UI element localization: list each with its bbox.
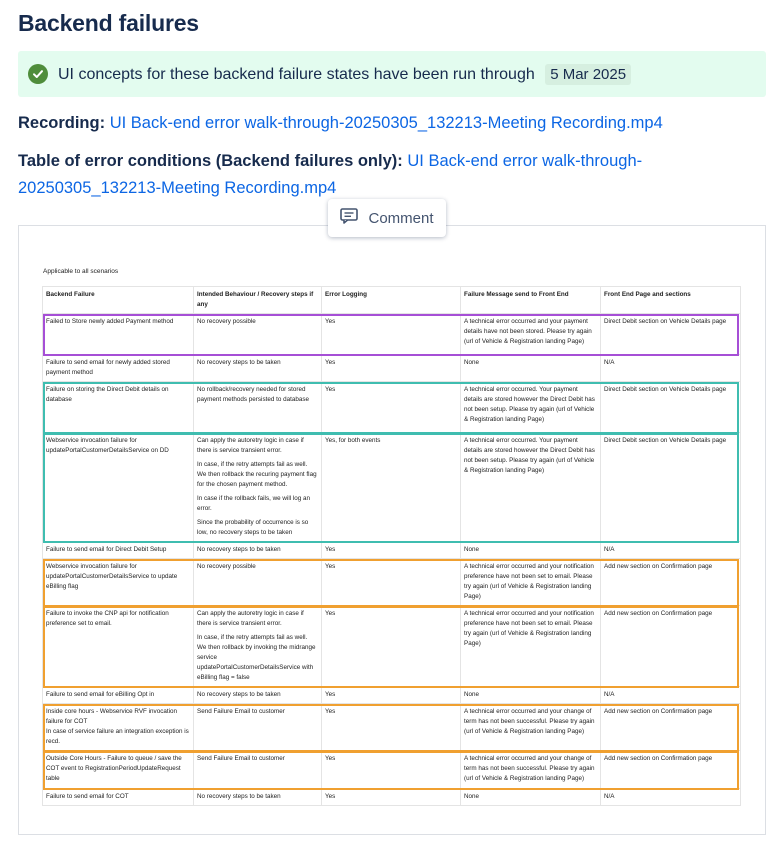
table-row <box>43 687 741 704</box>
cell-failure: Failure to invoke the CNP api for notification preference set to email. <box>43 606 194 687</box>
header-intended-behaviour: Intended Behaviour / Recovery steps if any <box>194 287 322 314</box>
cell-behaviour-text: Send Failure Email to customer <box>197 708 285 715</box>
cell-page: Direct Debit section on Vehicle Details page <box>601 314 741 355</box>
cell-behaviour <box>194 314 322 355</box>
cell-failure: Failed to Store newly added Payment method <box>43 314 194 355</box>
cell-page: Add new section on Confirmation page <box>601 704 741 751</box>
cell-failure: Failure to send email for newly added stored payment method <box>43 355 194 382</box>
cell-page: N/A <box>601 542 741 559</box>
cell-behaviour-text: In case, if the retry attempts fail as well. We then rollback the recuring payment flag for the chosen payment method. <box>197 461 317 488</box>
cell-behaviour <box>194 789 322 806</box>
cell-behaviour-text: In case, if the retry attempts fail as well. We then rollback by invoking the midrange service updatePortalCustomerDetailsService with eBilling flag = false <box>197 634 316 681</box>
cell-page: Direct Debit section on Vehicle Details page <box>601 382 741 433</box>
header-front-end-page: Front End Page and sections <box>601 287 741 314</box>
cell-failure: Inside core hours - Webservice RVF invocation failure for COT In case of service failure an integration exception is recd. <box>43 704 194 751</box>
embedded-table-image[interactable] <box>18 225 766 835</box>
cell-failure: Webservice invocation failure for updatePortalCustomerDetailsService to update eBilling flag <box>43 559 194 606</box>
panel-message: UI concepts for these backend failure states have been run through <box>58 65 535 83</box>
cell-page: Add new section on Confirmation page <box>601 559 741 606</box>
cell-logging: Yes <box>322 704 461 751</box>
cell-behaviour-text: No recovery steps to be taken <box>197 546 281 553</box>
cell-failure: Webservice invocation failure for updatePortalCustomerDetailsService on DD <box>43 433 194 542</box>
cell-logging: Yes <box>322 606 461 687</box>
cell-logging: Yes <box>322 687 461 704</box>
header-backend-failure: Backend Failure <box>43 287 194 314</box>
cell-message: None <box>461 687 601 704</box>
table-line <box>18 148 758 202</box>
cell-message: A technical error occurred and your notification preference have not been set to email. Please try again (url of Vehicle & Registration landing Page) <box>461 606 601 687</box>
date-lozenge: 5 Mar 2025 <box>545 64 631 85</box>
cell-behaviour <box>194 433 322 542</box>
cell-behaviour-text: No recovery steps to be taken <box>197 691 281 698</box>
image-caption: Applicable to all scenarios <box>43 268 119 275</box>
table-header-row <box>43 287 741 314</box>
cell-behaviour <box>194 542 322 559</box>
cell-message: None <box>461 789 601 806</box>
panel-text <box>58 64 631 85</box>
cell-behaviour-text: No recovery possible <box>197 318 256 325</box>
cell-behaviour <box>194 355 322 382</box>
table-row <box>43 314 741 355</box>
cell-behaviour <box>194 687 322 704</box>
cell-page: N/A <box>601 789 741 806</box>
table-row <box>43 751 741 789</box>
table-row <box>43 433 741 542</box>
check-circle-icon <box>28 64 48 84</box>
cell-logging: Yes, for both events <box>322 433 461 542</box>
cell-behaviour-text: Can apply the autoretry logic in case if there is service transient error. <box>197 610 304 627</box>
comment-icon <box>340 208 358 228</box>
cell-logging: Yes <box>322 314 461 355</box>
cell-behaviour <box>194 606 322 687</box>
cell-page: Direct Debit section on Vehicle Details page <box>601 433 741 542</box>
page-title: Backend failures <box>18 10 199 36</box>
cell-behaviour-text: Send Failure Email to customer <box>197 755 285 762</box>
cell-message: None <box>461 355 601 382</box>
cell-behaviour <box>194 559 322 606</box>
cell-behaviour <box>194 751 322 789</box>
cell-message: A technical error occurred and your change of term has not been successful. Please try again (url of Vehicle & Registration landing Page) <box>461 704 601 751</box>
recording-link[interactable]: UI Back-end error walk-through-20250305_132213-Meeting Recording.mp4 <box>109 114 663 132</box>
cell-behaviour-text: Can apply the autoretry logic in case if there is service transient error. <box>197 437 304 454</box>
cell-message: A technical error occurred and your change of term has not been successful. Please try again (url of Vehicle & Registration landing Page) <box>461 751 601 789</box>
cell-message: A technical error occurred. Your payment details are stored however the Direct Debit has not been setup. Please try again (url of Vehicle & Registration landing Page) <box>461 433 601 542</box>
header-error-logging: Error Logging <box>322 287 461 314</box>
cell-logging: Yes <box>322 382 461 433</box>
comment-label: Comment <box>368 209 434 227</box>
table-row <box>43 704 741 751</box>
cell-behaviour <box>194 704 322 751</box>
cell-message: None <box>461 542 601 559</box>
cell-logging: Yes <box>322 542 461 559</box>
cell-page: N/A <box>601 355 741 382</box>
table-row <box>43 382 741 433</box>
table-label: Table of error conditions (Backend failures only): <box>18 152 403 170</box>
cell-page: Add new section on Confirmation page <box>601 751 741 789</box>
cell-behaviour-text: In case if the rollback fails, we will log an error. <box>197 495 311 512</box>
cell-failure: Failure to send email for eBilling Opt in <box>43 687 194 704</box>
cell-behaviour-text: No rollback/recovery needed for stored payment methods persisted to database <box>197 386 310 403</box>
error-conditions-table <box>42 286 741 806</box>
cell-message: A technical error occurred and your payment details have not been stored. Please try again (url of Vehicle & Registration landing Page) <box>461 314 601 355</box>
recording-line <box>18 110 663 137</box>
cell-logging: Yes <box>322 789 461 806</box>
table-row <box>43 606 741 687</box>
cell-failure: Outside Core Hours - Failure to queue / save the COT event to RegistrationPeriodUpdateRequest table <box>43 751 194 789</box>
cell-logging: Yes <box>322 751 461 789</box>
cell-page: Add new section on Confirmation page <box>601 606 741 687</box>
cell-behaviour-text: No recovery possible <box>197 563 256 570</box>
table-row <box>43 355 741 382</box>
cell-failure: Failure to send email for Direct Debit Setup <box>43 542 194 559</box>
cell-message: A technical error occurred and your notification preference have not been set to email. Please try again (url of Vehicle & Registration landing Page) <box>461 559 601 606</box>
comment-button[interactable] <box>328 199 446 237</box>
cell-failure: Failure on storing the Direct Debit details on database <box>43 382 194 433</box>
table-row <box>43 789 741 806</box>
cell-logging: Yes <box>322 355 461 382</box>
table-row <box>43 542 741 559</box>
cell-failure: Failure to send email for COT <box>43 789 194 806</box>
cell-behaviour <box>194 382 322 433</box>
header-failure-message: Failure Message send to Front End <box>461 287 601 314</box>
cell-logging: Yes <box>322 559 461 606</box>
success-panel <box>18 51 766 97</box>
cell-message: A technical error occurred. Your payment details are stored however the Direct Debit has not been setup. Please try again (url of Vehicle & Registration landing Page) <box>461 382 601 433</box>
cell-behaviour-text: No recovery steps to be taken <box>197 793 281 800</box>
cell-page: N/A <box>601 687 741 704</box>
cell-behaviour-text: Since the probability of occurrence is so low, no recovery steps to be taken <box>197 519 309 536</box>
table-row <box>43 559 741 606</box>
cell-behaviour-text: No recovery steps to be taken <box>197 359 281 366</box>
table-link[interactable]: UI Back-end error walk-through-20250305_132213-Meeting Recording.mp4 <box>18 152 643 197</box>
recording-label: Recording: <box>18 114 106 132</box>
